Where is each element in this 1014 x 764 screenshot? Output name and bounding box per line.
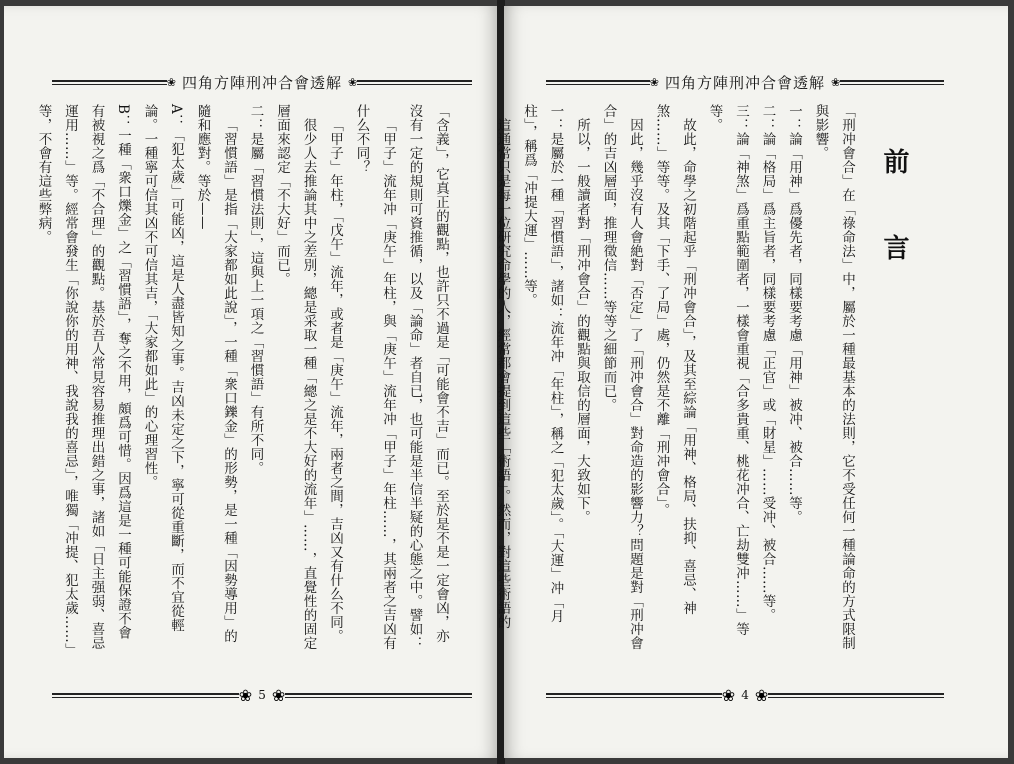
page-number: 5 [258, 688, 266, 702]
ornament-icon: ❀ [238, 685, 253, 705]
paragraph: 一：是屬於一種「習慣語」，諸如：流年冲「年柱」，稱之「犯太歲」。「大運」冲「月柱」，稱爲「冲提大運」……等。 [521, 104, 564, 623]
paragraph: 很少人去推論其中之差別，總是采取一種「總之是不大好的流年」……，直覺性的固定層面來認定「不大好」而已。 [274, 104, 317, 650]
footer-rule [52, 693, 239, 698]
header-rule [546, 80, 650, 85]
paragraph: 所以，一般讀者對「刑冲會合」的觀點與取信的層面，大致如下。 [574, 117, 590, 524]
ornament-icon: ❀ [348, 75, 358, 89]
running-header-right [546, 70, 944, 94]
header-rule [52, 80, 167, 85]
left-page [4, 6, 498, 758]
paragraph: A：「犯太歲」可能凶，這是人盡皆知之事。吉凶未定之下，寧可從重斷，而不宜從輕論。一種寧可信其凶不可信其吉，「大家都如此」的心理習性。 [141, 104, 184, 633]
chapter-heading: 前言 [879, 148, 909, 320]
ornament-icon: ❀ [166, 75, 176, 89]
header-rule [840, 80, 944, 85]
paragraph: 「習慣語」是指「大家都如此說」，一種「衆口鑠金」的形勢，是一種「因勢導用」的隨和應對。等於—— [194, 104, 237, 643]
paragraph: B：一種「衆口爍金」之「習慣語」，奪之不用，頗爲可惜。因爲這是一種可能保證不會有被視之爲「不合理」的觀點。基於吾人常見容易推理出錯之事，諸如「日主强弱、喜忌運用……」等。經常會發生「你說你的用神、我說我的喜忌」，唯獨「冲提、犯太歲……」等，不會有這些弊病。 [35, 104, 131, 651]
right-page [494, 6, 1008, 758]
paragraph: 「甲子」流年冲「庚午」年柱，與「庚午」流年冲「甲子」年柱……，其兩者之吉凶有什么不同？ [353, 104, 396, 650]
page-footer-right [546, 687, 944, 703]
page-number: 4 [741, 688, 749, 702]
paragraph: 因此，幾乎沒有人會絶對「否定」了「刑冲會合」對命造的影響力？問題是對「刑冲會合」的吉凶層面，推理徵信……等等之細節而已。 [600, 104, 643, 650]
paragraph: 一：論「用神」爲優先者，同樣要考慮「用神」被冲、被合……等。 [786, 104, 802, 524]
paragraph: 三：論「神煞」爲重點範圍者，一樣會重視「合多貴重、桃花冲合、亡劫雙冲……」等等。 [706, 104, 749, 636]
footer-rule [546, 693, 722, 698]
ornament-icon: ❀ [721, 685, 736, 705]
page-footer-left [52, 687, 472, 703]
header-rule [357, 80, 472, 85]
right-page-body [494, 104, 860, 652]
running-header-title: 四角方陣刑冲合會透解 [182, 73, 343, 92]
paragraph: 這通常只是每一位研究命學的人，經常都會提到這些「術語」。然而，對這些術語的 [494, 117, 511, 629]
left-page-body [35, 104, 454, 652]
ornament-icon: ❀ [754, 685, 769, 705]
paragraph: 「含義」，它真正的觀點，也許只不過是「可能會不吉」而已。至於是不是一定會凶，亦沒有一定的規則可資推循，以及「論命」者自已，也可能是半信半疑的心態之中。譬如： [406, 104, 449, 650]
ornament-icon: ❀ [271, 685, 286, 705]
ornament-icon: ❀ [649, 75, 659, 89]
paragraph: 二：論「格局」爲主旨者，同樣要考慮「正官」或「財星」……受冲、被合……等。 [759, 104, 776, 622]
running-header-title: 四角方陣刑冲合會透解 [665, 73, 826, 92]
paragraph: 「刑冲會合」在「祿命法」中，屬於一種最基本的法則，它不受任何一種論命的方式限制與影響。 [812, 104, 855, 650]
footer-rule [285, 693, 472, 698]
paragraph: 故此，命學之初階起乎「刑冲會合」，及其至綜論「用神、格局、扶抑、喜忌、神煞……」等等。及其「下手、了局」處，仍然是不離「刑冲會合」。 [653, 104, 696, 615]
paragraph: 二：是屬「習慣法則」，這與上一項之「習慣語」有所不同。 [247, 104, 264, 476]
footer-rule [768, 693, 944, 698]
paragraph: 「甲子」年柱，「戊午」流年，或者是「庚午」流年，兩者之間，吉凶又有什么不同。 [327, 117, 343, 643]
ornament-icon: ❀ [831, 75, 841, 89]
running-header-left [52, 70, 472, 94]
